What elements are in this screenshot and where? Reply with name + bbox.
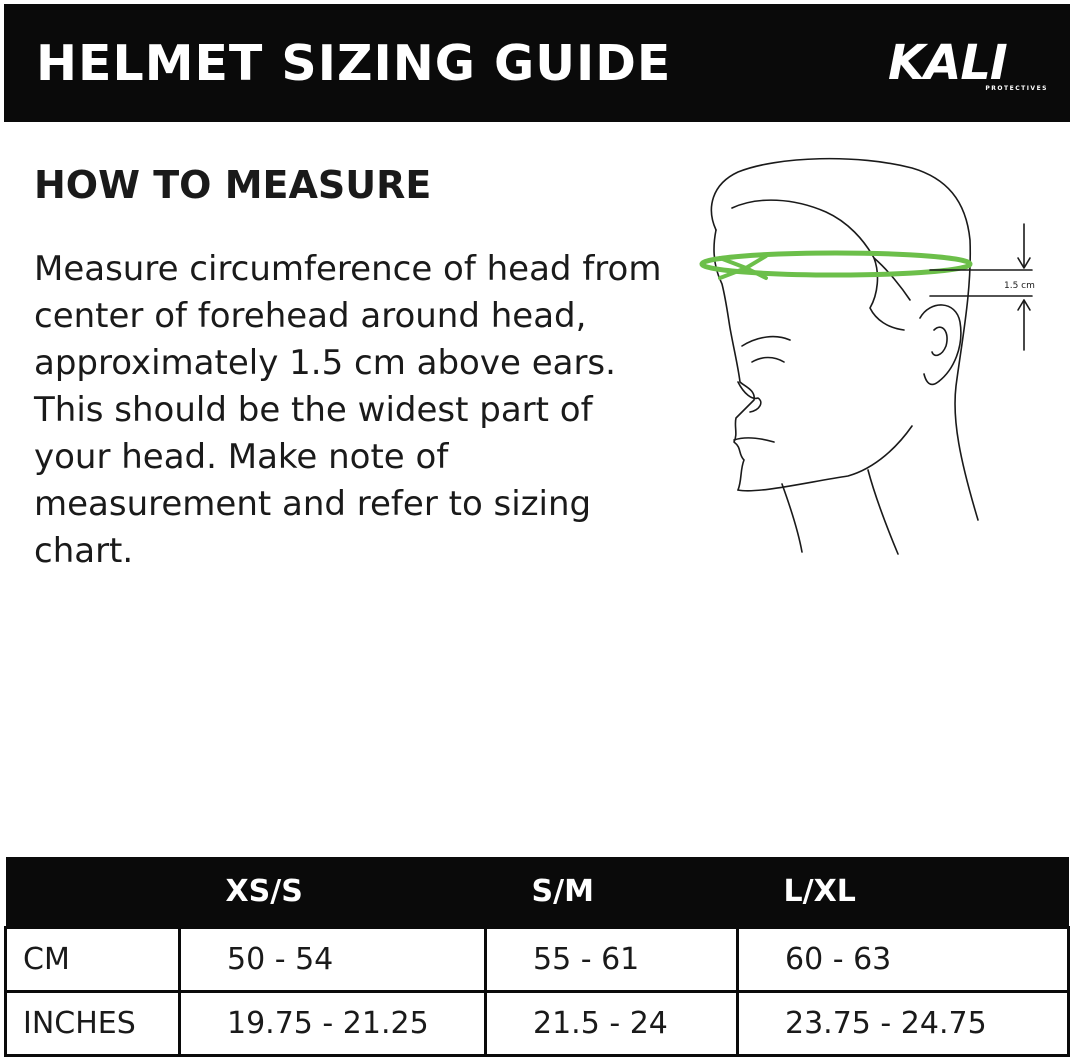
ear-icon xyxy=(920,305,961,384)
eye-icon xyxy=(752,358,784,363)
logo-wordmark: KALI xyxy=(888,35,1007,91)
jaw-line xyxy=(738,426,912,491)
size-chart-table xyxy=(4,857,1070,1057)
table-row xyxy=(6,927,1069,991)
header-cell-s-m: S/M xyxy=(486,857,738,927)
page-title: HELMET SIZING GUIDE xyxy=(36,35,672,92)
eyebrow-icon xyxy=(742,337,790,346)
kali-logo xyxy=(888,35,1048,96)
header-cell-xs-s: XS/S xyxy=(180,857,486,927)
measurement-band xyxy=(702,253,970,278)
head-measurement-illustration xyxy=(698,150,1058,560)
row-label-cm: CM xyxy=(6,927,180,991)
cell-cm-s-m: 55 - 61 xyxy=(486,927,738,991)
dimension-label: 1.5 cm xyxy=(1004,281,1035,291)
mouth-icon xyxy=(734,438,774,442)
nose-icon xyxy=(738,382,761,412)
cell-inches-s-m: 21.5 - 24 xyxy=(486,991,738,1055)
cell-cm-l-xl: 60 - 63 xyxy=(738,927,1069,991)
cell-inches-xs-s: 19.75 - 21.25 xyxy=(180,991,486,1055)
header-cell-corner xyxy=(6,857,180,927)
head-outline xyxy=(711,159,978,520)
how-to-measure-title: HOW TO MEASURE xyxy=(34,163,432,207)
measure-instructions: Measure circumference of head from center of forehead around head, approximately 1.5 cm above ears. This should be the widest part of your head. Make note of measurement and refer to sizing chart. xyxy=(34,249,662,571)
neck-line xyxy=(782,484,802,552)
table-row xyxy=(6,991,1069,1055)
hairline xyxy=(732,200,904,330)
header-cell-l-xl: L/XL xyxy=(738,857,1069,927)
size-chart-header-row xyxy=(6,857,1069,927)
cell-inches-l-xl: 23.75 - 24.75 xyxy=(738,991,1069,1055)
cell-cm-xs-s: 50 - 54 xyxy=(180,927,486,991)
header-banner xyxy=(4,4,1070,122)
logo-tagline: PROTECTIVES xyxy=(985,85,1048,92)
row-label-inches: INCHES xyxy=(6,991,180,1055)
